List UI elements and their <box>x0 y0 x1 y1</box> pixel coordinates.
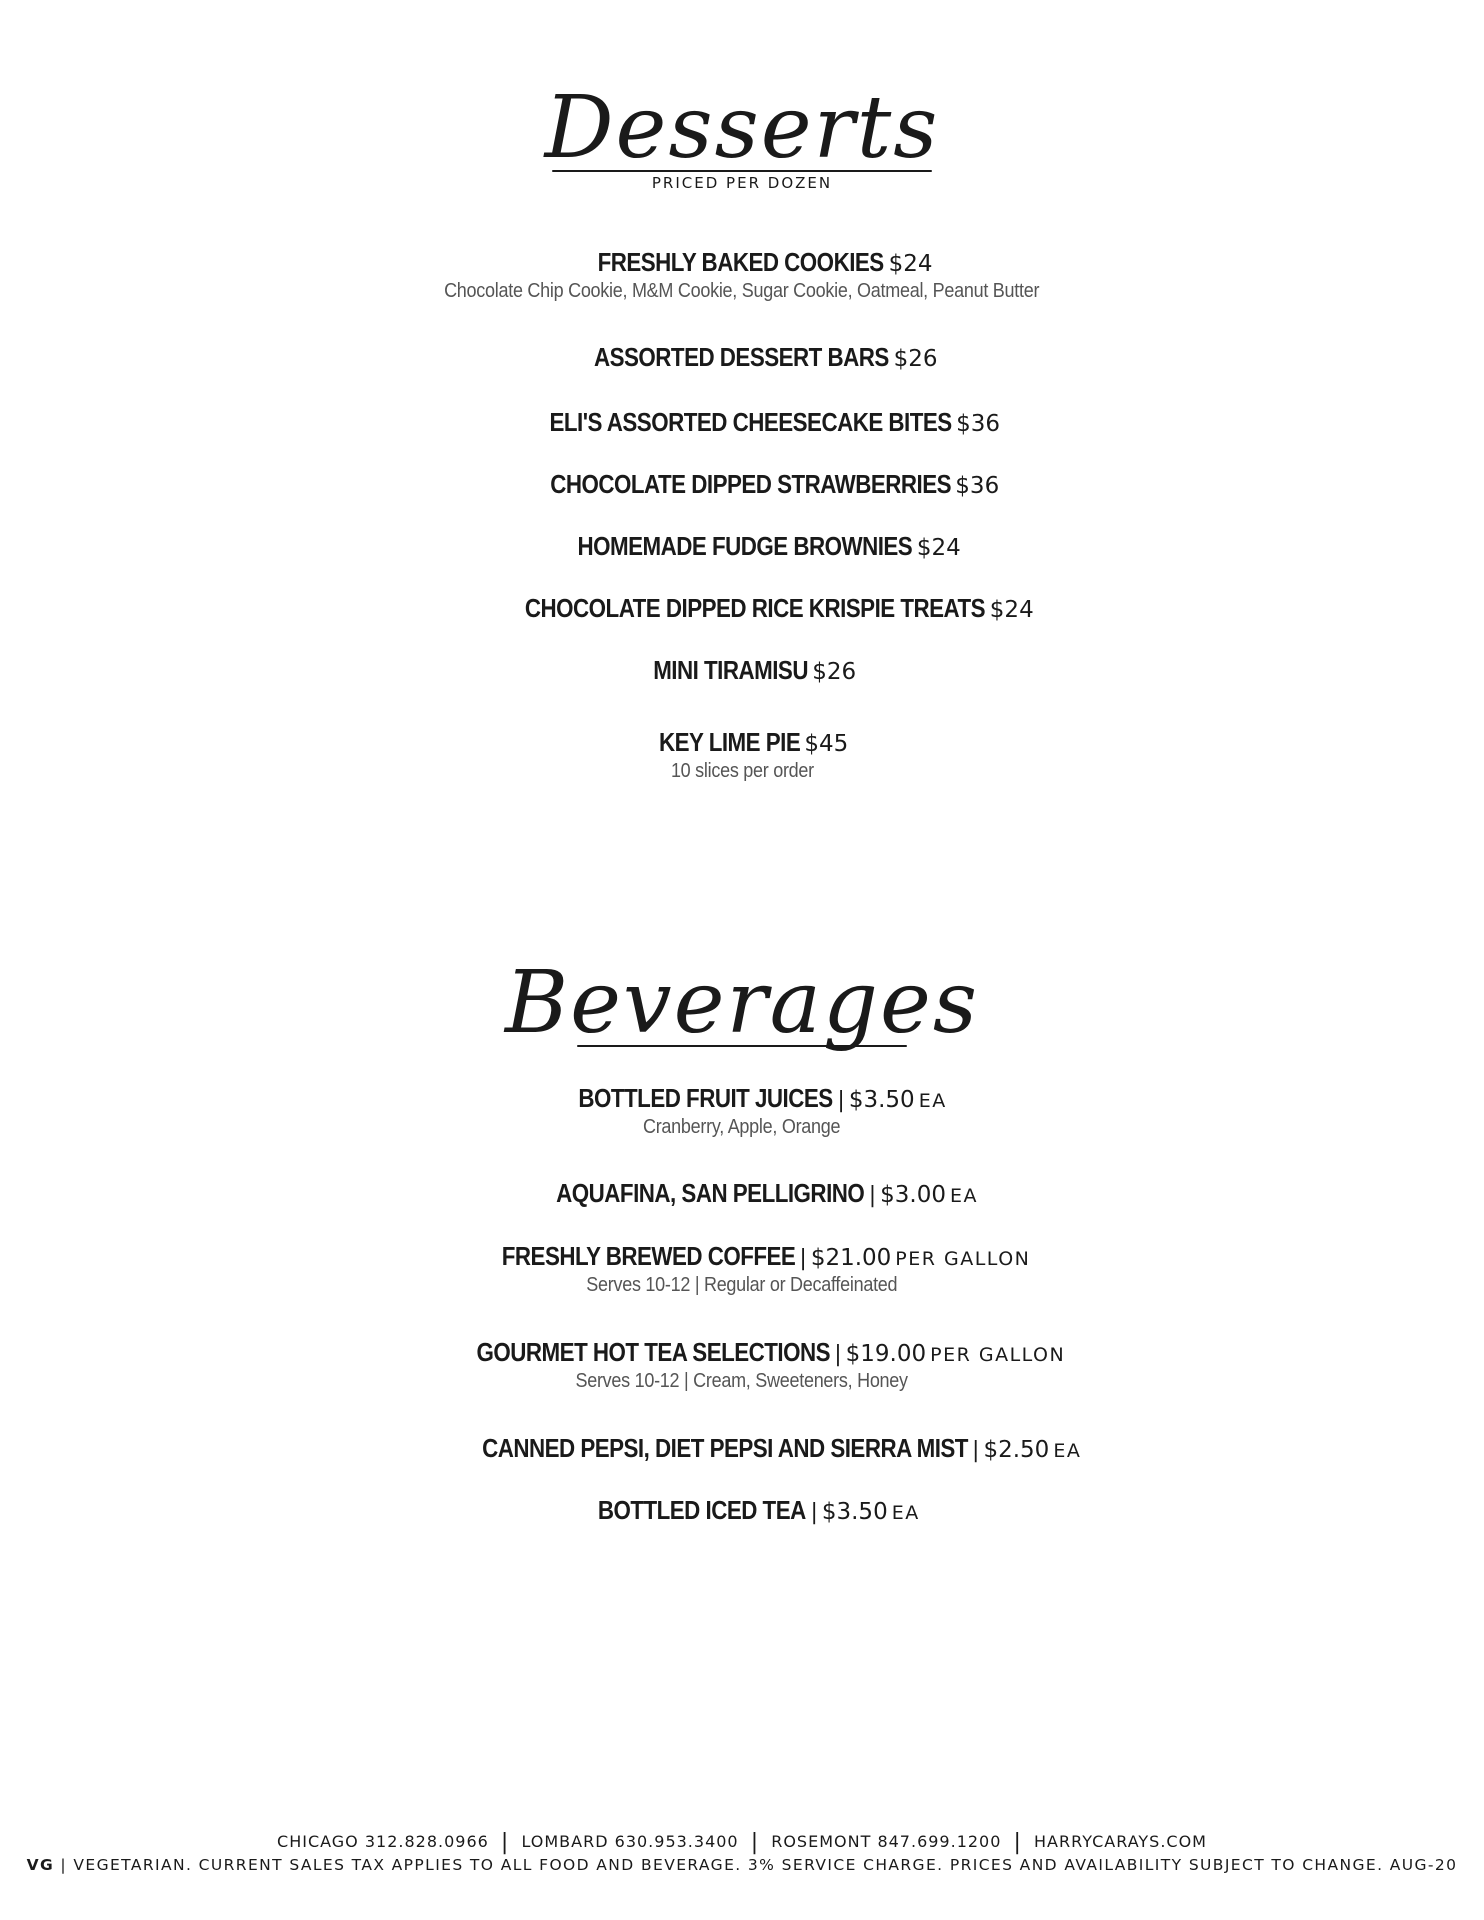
item-price: $2.50 <box>983 1437 1050 1463</box>
item-unit: PER GALLON <box>930 1344 1066 1366</box>
item-price: $24 <box>888 251 933 277</box>
dessert-item-brownies <box>0 531 1484 562</box>
item-name: BOTTLED FRUIT JUICES <box>578 1083 833 1113</box>
dessert-item-strawberries <box>0 469 1484 500</box>
vg-label: VG <box>26 1856 55 1874</box>
footer-separator: | <box>1013 1830 1022 1855</box>
item-price: $24 <box>916 535 961 561</box>
dessert-item-tiramisu <box>0 655 1484 686</box>
contact-phone: 312.828.0966 <box>364 1832 489 1851</box>
item-separator: | <box>799 1246 807 1271</box>
beverage-item-soda <box>0 1433 1484 1464</box>
item-price: $36 <box>956 411 1001 437</box>
item-name: AQUAFINA, SAN PELLIGRINO <box>556 1178 865 1208</box>
item-name: BOTTLED ICED TEA <box>598 1495 806 1525</box>
item-description: Serves 10-12 | Regular or Decaffeinated <box>586 1274 898 1296</box>
beverage-item-iced-tea <box>0 1495 1484 1526</box>
item-price: $3.50 <box>848 1087 915 1113</box>
item-name: KEY LIME PIE <box>658 727 800 757</box>
item-price: $21.00 <box>810 1245 892 1271</box>
item-name: FRESHLY BREWED COFFEE <box>501 1241 795 1271</box>
desserts-heading <box>0 78 1484 178</box>
dessert-item-rice-krispie <box>0 593 1484 624</box>
footer-separator: | <box>60 1856 68 1874</box>
contact-city: CHICAGO <box>277 1832 359 1851</box>
item-unit: PER GALLON <box>895 1248 1031 1270</box>
item-name: GOURMET HOT TEA SELECTIONS <box>476 1337 830 1367</box>
item-description: Chocolate Chip Cookie, M&M Cookie, Sugar Cookie, Oatmeal, Peanut Butter <box>444 280 1040 302</box>
footer-contacts <box>0 1828 1484 1853</box>
item-price: $26 <box>893 346 938 372</box>
item-name: HOMEMADE FUDGE BROWNIES <box>577 531 913 561</box>
item-separator: | <box>834 1342 842 1367</box>
item-price: $3.50 <box>821 1499 888 1525</box>
contact-city: ROSEMONT <box>771 1832 872 1851</box>
item-price: $19.00 <box>845 1341 927 1367</box>
item-name: FRESHLY BAKED COOKIES <box>598 247 885 277</box>
item-price: $3.00 <box>880 1182 946 1208</box>
legal-text: VEGETARIAN. CURRENT SALES TAX APPLIES TO ALL FOOD AND BEVERAGE. 3% SERVICE CHARGE. PRICES AND AVAILABILITY SUBJECT TO CHANGE. AUG-20 <box>73 1856 1458 1874</box>
item-description: 10 slices per order <box>670 760 814 782</box>
item-price: $36 <box>955 473 1000 499</box>
footer-website[interactable]: HARRYCARAYS.COM <box>1034 1832 1207 1851</box>
footer-separator: | <box>500 1830 510 1855</box>
item-name: CHOCOLATE DIPPED RICE KRISPIE TREATS <box>525 593 986 623</box>
item-name: ASSORTED DESSERT BARS <box>594 342 890 372</box>
item-unit: EA <box>1053 1440 1082 1462</box>
item-unit: EA <box>950 1185 979 1207</box>
item-name: ELI'S ASSORTED CHEESECAKE BITES <box>549 407 952 437</box>
beverage-item-juices <box>0 1083 1484 1139</box>
item-unit: EA <box>918 1090 947 1112</box>
beverage-item-water <box>0 1178 1484 1209</box>
beverage-item-tea <box>0 1337 1484 1393</box>
item-description: Serves 10-12 | Cream, Sweeteners, Honey <box>575 1370 909 1392</box>
beverages-heading <box>0 953 1484 1053</box>
contact-city: LOMBARD <box>521 1832 609 1851</box>
item-name: CHOCOLATE DIPPED STRAWBERRIES <box>550 469 951 499</box>
contact-phone: 847.699.1200 <box>877 1832 1002 1851</box>
item-price: $24 <box>989 597 1034 623</box>
dessert-item-bars <box>0 342 1484 373</box>
footer-legal <box>0 1856 1484 1874</box>
item-description: Cranberry, Apple, Orange <box>643 1116 841 1138</box>
dessert-item-cookies <box>0 247 1484 303</box>
item-separator: | <box>868 1183 877 1208</box>
item-price: $26 <box>812 659 857 685</box>
item-price: $45 <box>804 731 849 757</box>
item-separator: | <box>972 1438 980 1463</box>
item-separator: | <box>810 1500 818 1525</box>
item-name: CANNED PEPSI, DIET PEPSI AND SIERRA MIST <box>481 1433 968 1463</box>
item-name: MINI TIRAMISU <box>653 655 808 685</box>
item-unit: EA <box>891 1502 920 1524</box>
beverages-heading-text: Beverages <box>504 953 980 1053</box>
desserts-heading-text: Desserts <box>544 78 940 178</box>
dessert-item-key-lime-pie <box>0 727 1484 783</box>
contact-phone: 630.953.3400 <box>614 1832 739 1851</box>
footer-separator: | <box>750 1830 760 1855</box>
desserts-subtitle: PRICED PER DOZEN <box>651 174 833 192</box>
beverage-item-coffee <box>0 1241 1484 1297</box>
dessert-item-cheesecake <box>0 407 1484 438</box>
item-separator: | <box>837 1088 845 1113</box>
